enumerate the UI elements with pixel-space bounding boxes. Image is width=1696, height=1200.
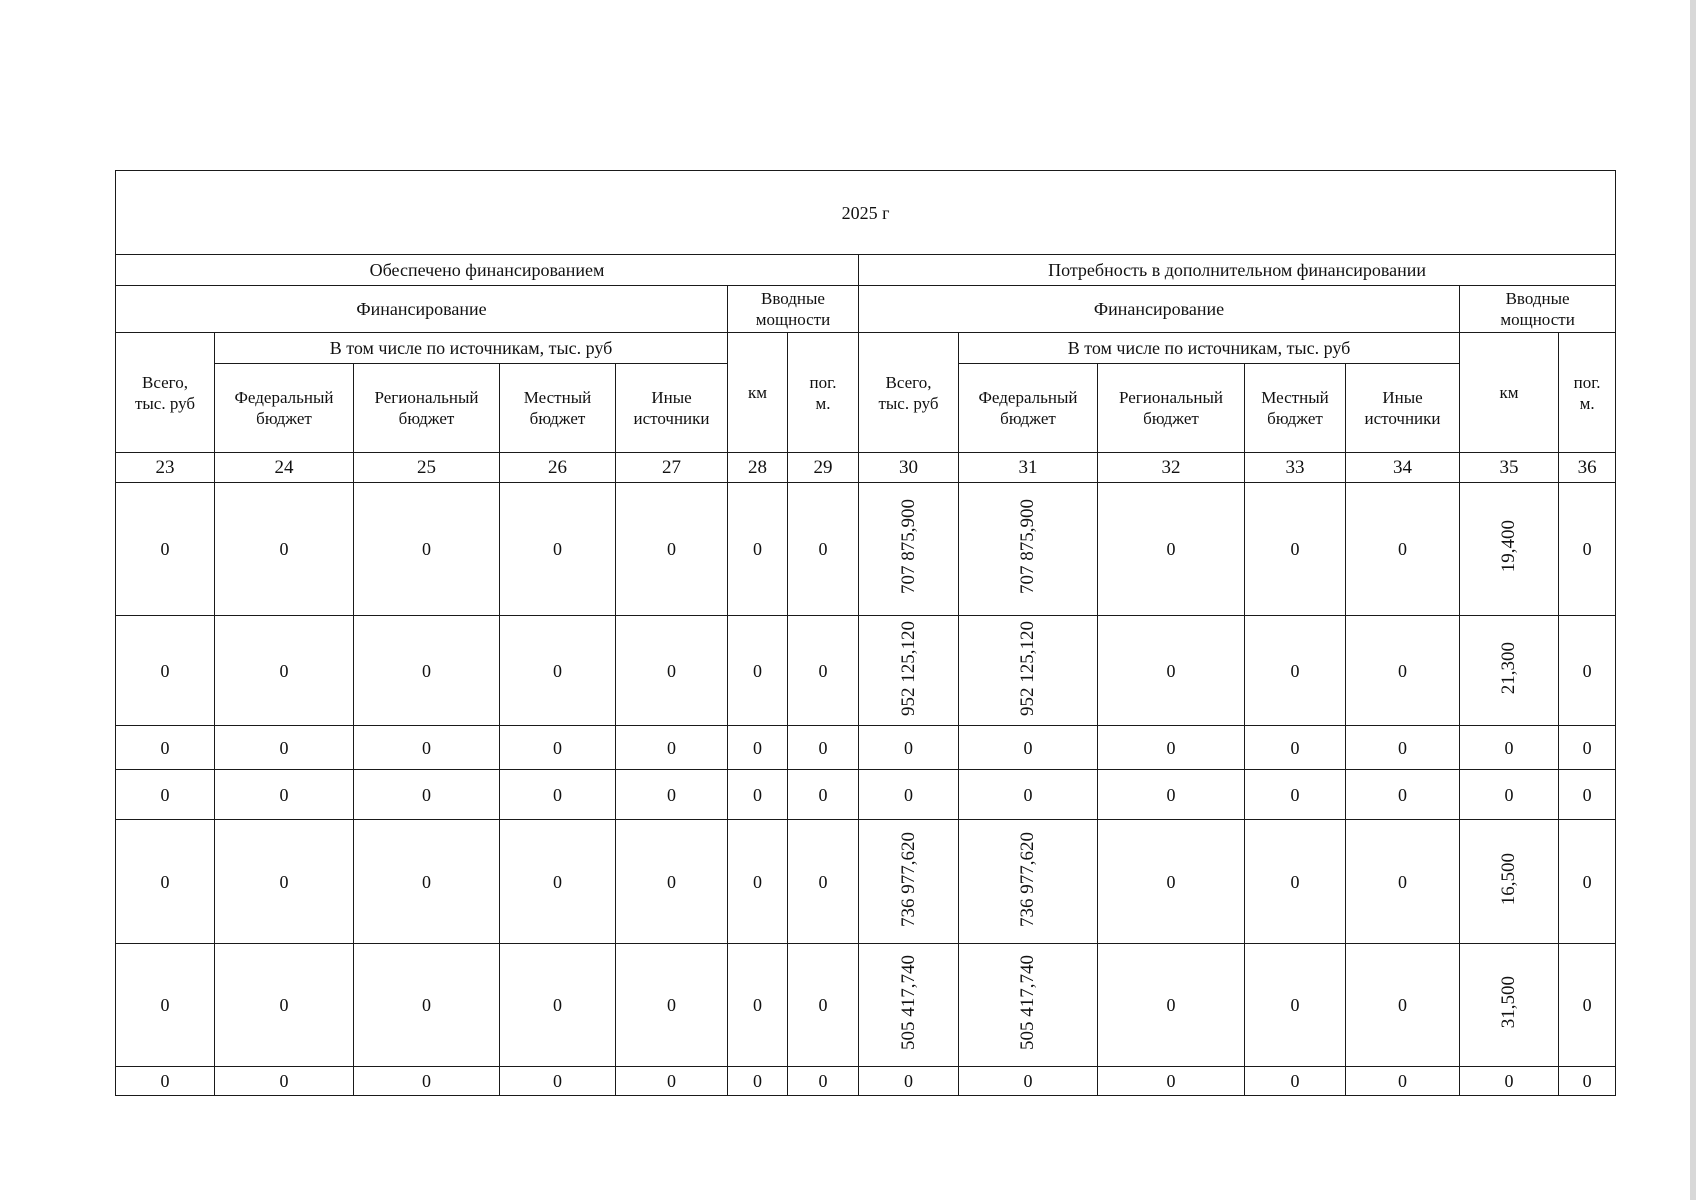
- header-regional-additional: Региональный бюджет: [1098, 364, 1245, 453]
- header-capacities-additional: Вводные мощности: [1460, 286, 1616, 333]
- table-cell: 0: [116, 770, 215, 820]
- table-cell: 0: [959, 1067, 1098, 1096]
- table-cell: 0: [959, 770, 1098, 820]
- column-number-cell: 30: [859, 453, 959, 483]
- column-number-cell: 32: [1098, 453, 1245, 483]
- table-cell: 0: [1245, 726, 1346, 770]
- table-cell: 0: [728, 820, 788, 944]
- table-cell: 0: [1460, 770, 1559, 820]
- table-cell: 0: [354, 483, 500, 616]
- table-cell: 0: [788, 726, 859, 770]
- column-number-cell: 26: [500, 453, 616, 483]
- year-title: 2025 г: [116, 171, 1616, 255]
- table-cell: 0: [1559, 616, 1616, 726]
- table-cell: 0: [500, 820, 616, 944]
- table-row: [116, 726, 1616, 770]
- table-cell: 0: [1346, 1067, 1460, 1096]
- header-local-additional: Местный бюджет: [1245, 364, 1346, 453]
- table-cell: [859, 483, 959, 616]
- table-cell: 0: [1098, 944, 1245, 1067]
- table-cell: 0: [616, 483, 728, 616]
- column-number-cell: 29: [788, 453, 859, 483]
- table-cell: 0: [1245, 1067, 1346, 1096]
- header-financing-secured: Финансирование: [116, 286, 728, 333]
- header-other-additional: Иные источники: [1346, 364, 1460, 453]
- table-cell: 0: [1559, 770, 1616, 820]
- table-cell: 0: [616, 770, 728, 820]
- table-cell: 0: [1460, 1067, 1559, 1096]
- table-cell: 0: [116, 1067, 215, 1096]
- header-pog-m-secured: пог. м.: [788, 333, 859, 453]
- table-cell: 0: [1098, 726, 1245, 770]
- table-cell: 0: [1098, 770, 1245, 820]
- table-cell: 0: [788, 770, 859, 820]
- table-cell: 0: [616, 820, 728, 944]
- table-cell: 0: [215, 726, 354, 770]
- column-number-cell: 24: [215, 453, 354, 483]
- table-cell: 0: [1559, 1067, 1616, 1096]
- table-cell: 0: [1346, 616, 1460, 726]
- table-row: [116, 1067, 1616, 1096]
- header-km-secured: км: [728, 333, 788, 453]
- column-number-cell: 33: [1245, 453, 1346, 483]
- header-capacities-secured: Вводные мощности: [728, 286, 859, 333]
- table-cell: 0: [1098, 616, 1245, 726]
- table-cell: [1460, 483, 1559, 616]
- table-cell: 0: [215, 820, 354, 944]
- cell-value-vertical: 19,400: [1498, 520, 1519, 573]
- table-cell: 0: [1559, 944, 1616, 1067]
- table-cell: 0: [728, 616, 788, 726]
- table-cell: 0: [215, 1067, 354, 1096]
- header-federal-secured: Федеральный бюджет: [215, 364, 354, 453]
- table-cell: 0: [500, 483, 616, 616]
- table-cell: [959, 820, 1098, 944]
- table-cell: 0: [215, 616, 354, 726]
- table-cell: 0: [215, 944, 354, 1067]
- table-row: [116, 944, 1616, 1067]
- table-cell: 0: [728, 726, 788, 770]
- section-secured: Обеспечено финансированием: [116, 255, 859, 286]
- page-edge: [1690, 0, 1696, 1200]
- table-row: [116, 820, 1616, 944]
- table-cell: 0: [116, 820, 215, 944]
- table-cell: 0: [1245, 944, 1346, 1067]
- column-number-cell: 25: [354, 453, 500, 483]
- table-cell: 0: [959, 726, 1098, 770]
- table-cell: [1460, 944, 1559, 1067]
- table-cell: 0: [728, 483, 788, 616]
- table-cell: 0: [1098, 483, 1245, 616]
- header-by-sources-additional: В том числе по источникам, тыс. руб: [959, 333, 1460, 364]
- table-row: [116, 616, 1616, 726]
- table-cell: 0: [1559, 820, 1616, 944]
- table-cell: 0: [788, 1067, 859, 1096]
- table-cell: 0: [728, 944, 788, 1067]
- table-cell: 0: [354, 1067, 500, 1096]
- cell-value-vertical: 952 125,120: [897, 620, 919, 716]
- table-cell: 0: [616, 944, 728, 1067]
- cell-value-vertical: 16,500: [1498, 852, 1519, 906]
- column-number-cell: 36: [1559, 453, 1616, 483]
- table-cell: [1460, 820, 1559, 944]
- table-cell: 0: [1460, 726, 1559, 770]
- section-additional: Потребность в дополнительном финансировании: [859, 255, 1616, 286]
- table-cell: [1460, 616, 1559, 726]
- table-cell: 0: [788, 483, 859, 616]
- table-cell: 0: [1245, 483, 1346, 616]
- table-cell: [859, 820, 959, 944]
- table-cell: 0: [354, 820, 500, 944]
- table-cell: 0: [354, 770, 500, 820]
- table-cell: 0: [354, 726, 500, 770]
- table-cell: 0: [500, 944, 616, 1067]
- table-cell: 0: [116, 483, 215, 616]
- financing-table: [115, 170, 1616, 1096]
- table-cell: 0: [1346, 820, 1460, 944]
- cell-value-vertical: 505 417,740: [897, 955, 919, 1050]
- table-cell: 0: [500, 770, 616, 820]
- header-km-additional: км: [1460, 333, 1559, 453]
- header-total-secured: Всего, тыс. руб: [116, 333, 215, 453]
- header-local-secured: Местный бюджет: [500, 364, 616, 453]
- cell-value-vertical: 31,500: [1498, 976, 1519, 1029]
- table-cell: 0: [500, 1067, 616, 1096]
- table-cell: 0: [728, 770, 788, 820]
- column-number-cell: 23: [116, 453, 215, 483]
- table-cell: 0: [1098, 820, 1245, 944]
- table-cell: 0: [1559, 483, 1616, 616]
- header-financing-additional: Финансирование: [859, 286, 1460, 333]
- cell-value-vertical: 707 875,900: [1017, 499, 1038, 594]
- table-cell: 0: [1346, 944, 1460, 1067]
- column-number-cell: 27: [616, 453, 728, 483]
- table-cell: 0: [616, 726, 728, 770]
- table-cell: 0: [788, 944, 859, 1067]
- table-cell: 0: [1098, 1067, 1245, 1096]
- column-number-cell: 35: [1460, 453, 1559, 483]
- cell-value-vertical: 736 977,620: [897, 831, 919, 927]
- table-cell: 0: [500, 616, 616, 726]
- table-cell: 0: [116, 616, 215, 726]
- table-cell: [859, 616, 959, 726]
- table-cell: 0: [1245, 770, 1346, 820]
- header-by-sources-secured: В том числе по источникам, тыс. руб: [215, 333, 728, 364]
- table-cell: 0: [859, 1067, 959, 1096]
- cell-value-vertical: 736 977,620: [1017, 831, 1038, 927]
- table-cell: 0: [616, 1067, 728, 1096]
- table-cell: 0: [1245, 616, 1346, 726]
- table-cell: 0: [1346, 770, 1460, 820]
- header-regional-secured: Региональный бюджет: [354, 364, 500, 453]
- table-cell: [959, 944, 1098, 1067]
- cell-value-vertical: 707 875,900: [897, 499, 919, 594]
- header-federal-additional: Федеральный бюджет: [959, 364, 1098, 453]
- table-cell: 0: [354, 944, 500, 1067]
- table-cell: 0: [116, 944, 215, 1067]
- table-cell: 0: [1346, 726, 1460, 770]
- table-row: [116, 770, 1616, 820]
- table-cell: 0: [116, 726, 215, 770]
- cell-value-vertical: 21,300: [1498, 641, 1519, 695]
- table-row: [116, 483, 1616, 616]
- table-cell: [859, 944, 959, 1067]
- table-cell: 0: [1245, 820, 1346, 944]
- table-cell: 0: [788, 820, 859, 944]
- table-cell: [959, 616, 1098, 726]
- table-cell: 0: [215, 770, 354, 820]
- column-number-cell: 28: [728, 453, 788, 483]
- table-cell: 0: [1559, 726, 1616, 770]
- header-pog-m-additional: пог. м.: [1559, 333, 1616, 453]
- table-cell: 0: [1346, 483, 1460, 616]
- column-number-cell: 34: [1346, 453, 1460, 483]
- column-number-cell: 31: [959, 453, 1098, 483]
- header-other-secured: Иные источники: [616, 364, 728, 453]
- table-cell: 0: [788, 616, 859, 726]
- cell-value-vertical: 952 125,120: [1017, 620, 1038, 716]
- table-cell: [959, 483, 1098, 616]
- header-total-additional: Всего, тыс. руб: [859, 333, 959, 453]
- table-cell: 0: [859, 726, 959, 770]
- table-cell: 0: [500, 726, 616, 770]
- cell-value-vertical: 505 417,740: [1017, 955, 1038, 1050]
- table-cell: 0: [728, 1067, 788, 1096]
- table-cell: 0: [354, 616, 500, 726]
- table-cell: 0: [616, 616, 728, 726]
- table-cell: 0: [215, 483, 354, 616]
- table-cell: 0: [859, 770, 959, 820]
